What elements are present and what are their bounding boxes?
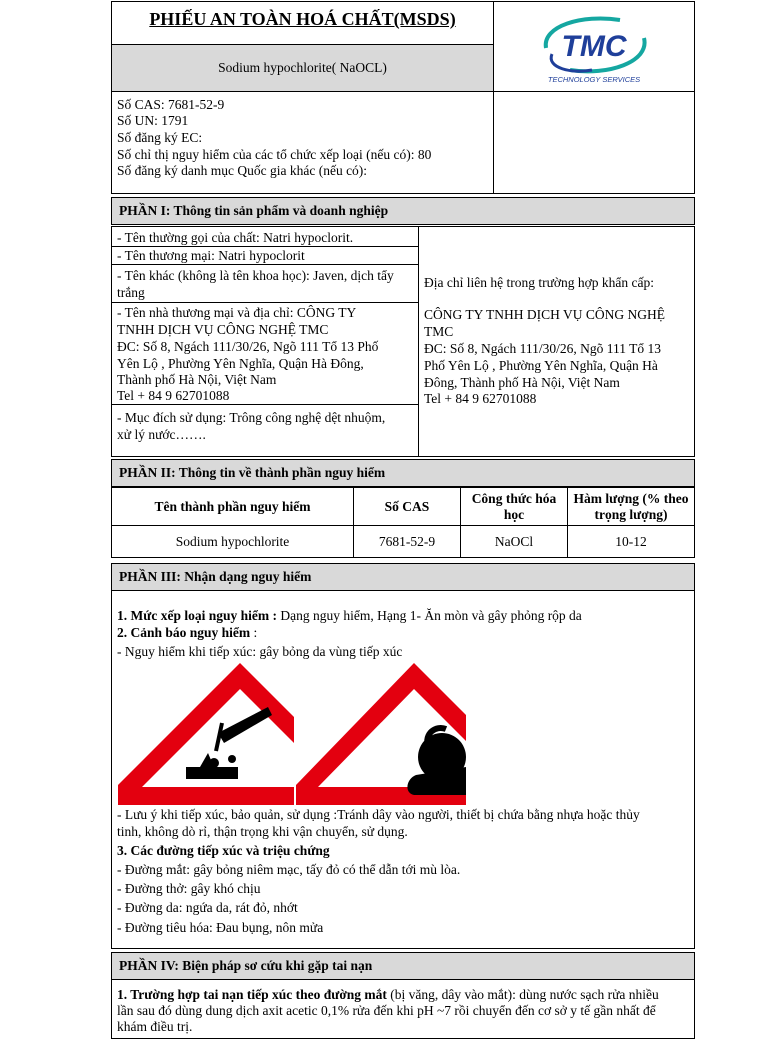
composition-table (111, 487, 695, 558)
company-4: Yên Lộ , Phường Yên Nghĩa, Quận Hà Đông, (117, 356, 364, 371)
route-breath: - Đường thở: gây khó chịu (117, 881, 261, 896)
first-aid-eye-2: lần sau đó dùng dung dịch axit acetic 0,1% rửa đến khi pH ~7 rồi chuyển đến cơ sở y tế gần nhất để (117, 1003, 656, 1018)
page-title: PHIẾU AN TOÀN HOÁ CHẤT(MSDS) (149, 9, 456, 29)
common-name: - Tên thường gọi của chất: Natri hypoclorit. (117, 230, 354, 245)
cell-component: Sodium hypochlorite (112, 526, 354, 558)
national-register: Số đăng ký danh mục Quốc gia khác (nếu có): (117, 163, 368, 178)
company-2: TNHH DỊCH VỤ CÔNG NGHỆ TMC (117, 322, 329, 337)
emergency-addr-2: Phố Yên Lộ , Phường Yên Nghĩa, Quận Hà (424, 358, 658, 373)
col-component: Tên thành phần nguy hiểm (112, 488, 354, 526)
corrosive-pictogram (118, 663, 294, 805)
company-5: Thành phố Hà Nội, Việt Nam (117, 372, 277, 387)
contact-hazard: - Nguy hiểm khi tiếp xúc: gây bỏng da vùng tiếp xúc (117, 644, 403, 659)
col-cas: Số CAS (354, 488, 461, 526)
route-skin: - Đường da: ngứa da, rát đỏ, nhớt (117, 900, 298, 915)
emergency-tel: Tel + 84 9 62701088 (424, 391, 537, 406)
part2-title: PHẦN II: Thông tin về thành phần nguy hiểm (111, 459, 695, 487)
cell-content: 10-12 (568, 526, 695, 558)
emergency-label: Địa chỉ liên hệ trong trường hợp khẩn cấp: (424, 275, 655, 290)
cell-formula: NaOCl (461, 526, 568, 558)
cas-number: Số CAS: 7681-52-9 (117, 97, 225, 112)
emergency-company-1: CÔNG TY TNHH DỊCH VỤ CÔNG NGHỆ (424, 307, 666, 322)
hazard-class-label: 1. Mức xếp loại nguy hiểm : (117, 608, 277, 623)
route-digest: - Đường tiêu hóa: Đau bụng, nôn mửa (117, 920, 324, 935)
emergency-addr-1: ĐC: Số 8, Ngách 111/30/26, Ngõ 111 Tổ 13 (424, 341, 661, 356)
caution-1: - Lưu ý khi tiếp xúc, bảo quản, sử dụng :Tránh dây vào người, thiết bị chứa bằng nhựa hoặc thủy (117, 807, 640, 822)
ids-right-cell (493, 91, 695, 194)
hazard-class (117, 607, 582, 624)
routes-label: 3. Các đường tiếp xúc và triệu chứng (117, 843, 330, 858)
emergency-company-2: TMC (424, 324, 454, 339)
purpose-2: xử lý nước……. (117, 427, 206, 442)
first-aid-eye-label: 1. Trường hợp tai nạn tiếp xúc theo đường mắt (117, 987, 387, 1002)
emergency-addr-3: Đông, Thành phố Hà Nội, Việt Nam (424, 375, 620, 390)
company-1: - Tên nhà thương mại và địa chỉ: CÔNG TY (117, 305, 357, 320)
part1-title: PHẦN I: Thông tin sản phẩm và doanh nghiệp (111, 197, 695, 225)
chemical-name: Sodium hypochlorite( NaOCL) (218, 60, 387, 75)
trade-name: - Tên thương mại: Natri hypoclorit (117, 248, 305, 263)
logo-tagline: TECHNOLOGY SERVICES (547, 75, 641, 84)
purpose-1: - Mục đích sử dụng: Trông công nghệ dệt nhuộm, (117, 410, 386, 425)
caution-2: tinh, không dò rỉ, thận trọng khi vận chuyển, sử dụng. (117, 824, 408, 839)
other-name-2: trắng (117, 285, 145, 300)
route-eye: - Đường mắt: gây bỏng niêm mạc, tấy đỏ có thể dẫn tới mù lòa. (117, 862, 461, 877)
hazard-class-value: Dạng nguy hiểm, Hạng 1- Ăn mòn và gây phỏng rộp da (276, 608, 582, 623)
part3-title: PHẦN III: Nhận dạng nguy hiểm (111, 563, 695, 591)
logo-text: TMC (561, 30, 627, 63)
col-content: Hàm lượng (% theo trọng lượng) (568, 488, 695, 526)
health-hazard-pictogram (296, 663, 466, 805)
un-number: Số UN: 1791 (117, 113, 189, 128)
hazard-warning-label: 2. Cảnh báo nguy hiểm (117, 625, 251, 640)
other-name-1: - Tên khác (không là tên khoa học): Javen, dịch tẩy (117, 268, 394, 283)
first-aid-eye-3: khám điều trị. (117, 1019, 193, 1034)
table-row (112, 526, 695, 558)
hazard-index: Số chỉ thị nguy hiểm của các tổ chức xếp loại (nếu có): 80 (117, 147, 432, 162)
company-logo (532, 8, 656, 86)
hazard-warning: 2. Cảnh báo nguy hiểm : (117, 625, 258, 640)
part4-title: PHẦN IV: Biện pháp sơ cứu khi gặp tai nạn (111, 952, 695, 980)
first-aid-eye-1: 1. Trường hợp tai nạn tiếp xúc theo đường mắt (bị văng, dây vào mắt): dùng nước sạch rửa nhiều (117, 987, 659, 1002)
cell-cas: 7681-52-9 (354, 526, 461, 558)
company-3: ĐC: Số 8, Ngách 111/30/26, Ngõ 111 Tổ 13 Phố (117, 339, 379, 354)
col-formula: Công thức hóa học (461, 488, 568, 526)
company-6: Tel + 84 9 62701088 (117, 388, 230, 403)
ec-number: Số đăng ký EC: (117, 130, 203, 145)
